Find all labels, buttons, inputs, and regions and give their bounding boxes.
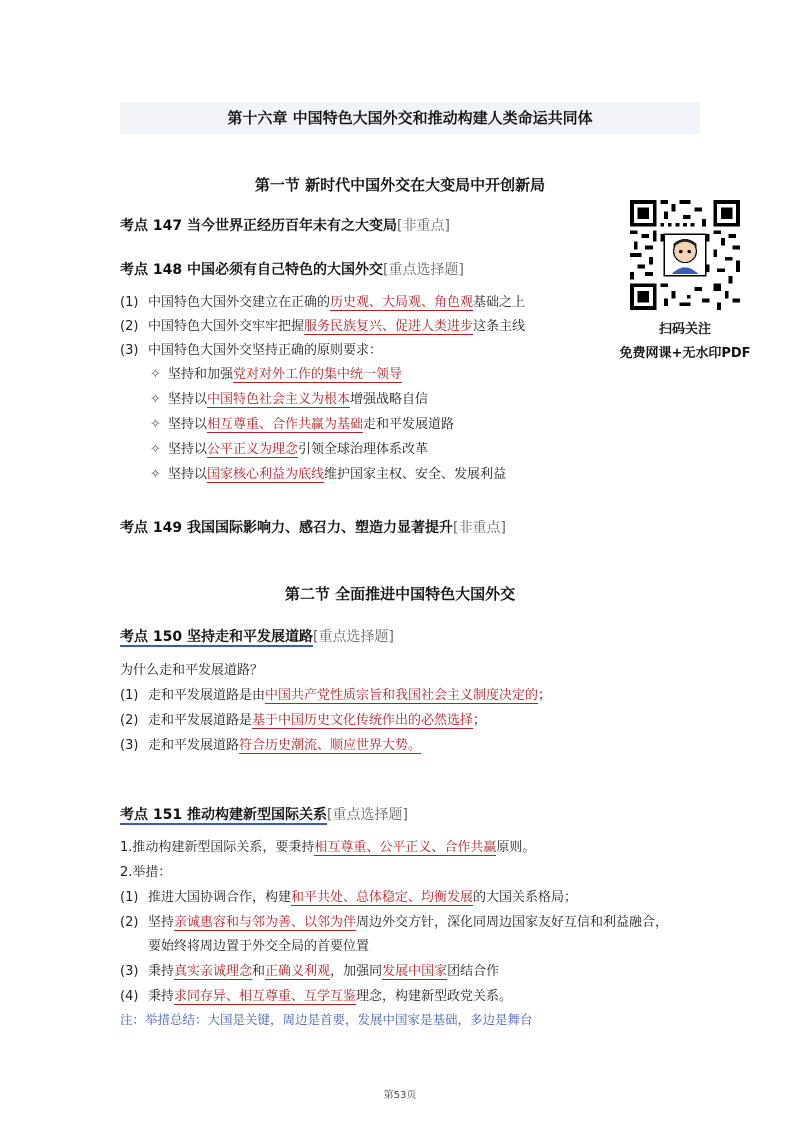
item-text-after: 周边外交方针，深化同周边国家友好互信和利益融合， xyxy=(356,915,669,930)
qr-caption-follow: 扫码关注 xyxy=(658,322,711,337)
item-text: 坚持 xyxy=(148,915,175,930)
kp151-item-2 xyxy=(120,911,668,930)
item-keyword: 亲诚惠容和与邻为善、以邻为伴 xyxy=(174,915,357,930)
kp148-sub-3 xyxy=(150,413,454,432)
item-text-after: 这条主线 xyxy=(473,319,526,334)
item-text-after: 的大国关系格局； xyxy=(473,890,578,905)
kp149-heading xyxy=(120,517,506,537)
diamond-bullet-icon: ✧ xyxy=(150,392,161,407)
item-text: 走和平发展道路 xyxy=(148,738,240,753)
kp151-item-1 xyxy=(120,886,577,905)
item-number: (2) xyxy=(120,915,139,930)
item-number: (1) xyxy=(120,295,139,310)
sub-text: 坚持以 xyxy=(168,442,208,457)
page-number: 第53页 xyxy=(383,1090,417,1101)
kp148-title: 考点 148 中国必须有自己特色的大国外交 xyxy=(120,262,383,278)
item-text-after: ； xyxy=(473,713,487,728)
item-number: (3) xyxy=(120,738,139,753)
item-keyword: 真实亲诚理念 xyxy=(174,964,253,979)
sub-text: 坚持以 xyxy=(168,417,208,432)
item-text: 推进大国协调合作，构建 xyxy=(148,890,292,905)
kp148-sub-4 xyxy=(150,438,428,457)
item-keyword: 基于中国历史文化传统作出的必然选择 xyxy=(252,713,474,728)
item-text-mid: 和 xyxy=(252,964,266,979)
item-text: 秉持 xyxy=(148,989,175,1004)
kp150-item-2 xyxy=(120,709,486,728)
item-text-after: 理念，构建新型政党关系。 xyxy=(356,989,513,1004)
kp148-item-3 xyxy=(120,339,382,358)
sub-keyword: 国家核心利益为底线 xyxy=(207,467,325,482)
item-keyword: 和平共处、总体稳定、均衡发展 xyxy=(291,890,474,905)
qr-code-icon xyxy=(630,200,740,310)
sub-text-after: 引领全球治理体系改革 xyxy=(298,442,429,457)
sub-text-after: 维护国家主权、安全、发展利益 xyxy=(324,467,507,482)
item-text: 走和平发展道路是由 xyxy=(148,688,266,703)
kp151-tag: [重点选择题] xyxy=(326,807,408,823)
item-text: 走和平发展道路是 xyxy=(148,713,253,728)
kp148-item-2 xyxy=(120,315,525,334)
item-number: (2) xyxy=(120,713,139,728)
summary-note: 注：举措总结：大国是关键，周边是首要，发展中国家是基础，多边是舞台 xyxy=(120,1012,533,1027)
item-text-mid-2: ，加强同 xyxy=(330,964,383,979)
item-number: (3) xyxy=(120,343,139,358)
item-number: (1) xyxy=(120,890,139,905)
kp148-tag: [重点选择题] xyxy=(382,262,464,278)
qr-code[interactable] xyxy=(630,200,740,310)
item-text: 秉持 xyxy=(148,964,175,979)
kp148-heading xyxy=(120,259,464,279)
kp150-tag: [重点选择题] xyxy=(312,629,394,645)
p1-text: 1.推动构建新型国际关系，要秉持 xyxy=(120,840,315,855)
kp151-item-3 xyxy=(120,960,499,979)
kp150-title: 考点 150 坚持走和平发展道路 xyxy=(120,629,313,645)
kp150-item-1 xyxy=(120,684,551,703)
item-text-after: ； xyxy=(538,688,552,703)
item-keyword-2: 正确义利观 xyxy=(265,964,331,979)
kp148-sub-2 xyxy=(150,388,428,407)
item-number: (2) xyxy=(120,319,139,334)
kp148-sub-5 xyxy=(150,463,506,482)
diamond-bullet-icon: ✧ xyxy=(150,467,161,482)
sub-text: 坚持以 xyxy=(168,392,208,407)
p1-text-after: 原则。 xyxy=(496,840,536,855)
kp147-title: 考点 147 当今世界正经历百年未有之大变局 xyxy=(120,218,397,234)
kp151-item-2-continued: 要始终将周边置于外交全局的首要位置 xyxy=(148,939,370,954)
sub-text: 坚持和加强 xyxy=(168,367,234,382)
sub-keyword: 相互尊重、合作共赢为基础 xyxy=(207,417,364,432)
sub-text-after: 走和平发展道路 xyxy=(363,417,455,432)
section1-title: 第一节 新时代中国外交在大变局中开创新局 xyxy=(254,176,546,194)
kp151-heading xyxy=(120,804,408,824)
diamond-bullet-icon: ✧ xyxy=(150,417,161,432)
kp147-tag: [非重点] xyxy=(396,218,450,234)
kp150-item-3 xyxy=(120,734,421,753)
item-keyword: 历史观、大局观、角色观 xyxy=(330,295,474,310)
kp148-sub-1 xyxy=(150,363,402,382)
item-keyword: 符合历史潮流、顺应世界大势。 xyxy=(239,738,422,753)
kp151-paragraph-2: 2.举措： xyxy=(120,865,172,880)
diamond-bullet-icon: ✧ xyxy=(150,367,161,382)
kp147-heading xyxy=(120,215,450,235)
item-keyword: 中国共产党性质宗旨和我国社会主义制度决定的 xyxy=(265,688,539,703)
item-number: (4) xyxy=(120,989,139,1004)
kp148-item-1 xyxy=(120,291,525,310)
item-keyword: 服务民族复兴、促进人类进步 xyxy=(304,319,474,334)
qr-caption-promo: 免费网课+无水印PDF xyxy=(619,346,751,361)
kp149-tag: [非重点] xyxy=(452,520,506,536)
sub-text: 坚持以 xyxy=(168,467,208,482)
kp151-item-4 xyxy=(120,985,512,1004)
sub-keyword: 中国特色社会主义为根本 xyxy=(207,392,351,407)
p1-keyword: 相互尊重、公平正义、合作共赢 xyxy=(314,840,497,855)
item-text-after: 基础之上 xyxy=(473,295,526,310)
sub-text-after: 增强战略自信 xyxy=(350,392,429,407)
item-text: 中国特色大国外交牢牢把握 xyxy=(148,319,305,334)
chapter-title: 第十六章 中国特色大国外交和推动构建人类命运共同体 xyxy=(120,102,700,134)
item-number: (1) xyxy=(120,688,139,703)
sub-keyword: 党对对外工作的集中统一领导 xyxy=(233,367,403,382)
kp151-title: 考点 151 推动构建新型国际关系 xyxy=(120,807,327,823)
item-number: (3) xyxy=(120,964,139,979)
item-text: 中国特色大国外交建立在正确的 xyxy=(148,295,331,310)
item-keyword: 求同存异、相互尊重、互学互鉴 xyxy=(174,989,357,1004)
kp150-heading xyxy=(120,626,394,646)
section2-title: 第二节 全面推进中国特色大国外交 xyxy=(284,585,516,603)
item-text: 中国特色大国外交坚持正确的原则要求： xyxy=(148,343,383,358)
sub-keyword: 公平正义为理念 xyxy=(207,442,299,457)
item-keyword-3: 发展中国家 xyxy=(382,964,448,979)
kp151-paragraph-1 xyxy=(120,836,535,855)
diamond-bullet-icon: ✧ xyxy=(150,442,161,457)
kp150-question: 为什么走和平发展道路？ xyxy=(120,663,264,678)
kp149-title: 考点 149 我国国际影响力、感召力、塑造力显著提升 xyxy=(120,520,453,536)
item-text-after: 团结合作 xyxy=(447,964,500,979)
